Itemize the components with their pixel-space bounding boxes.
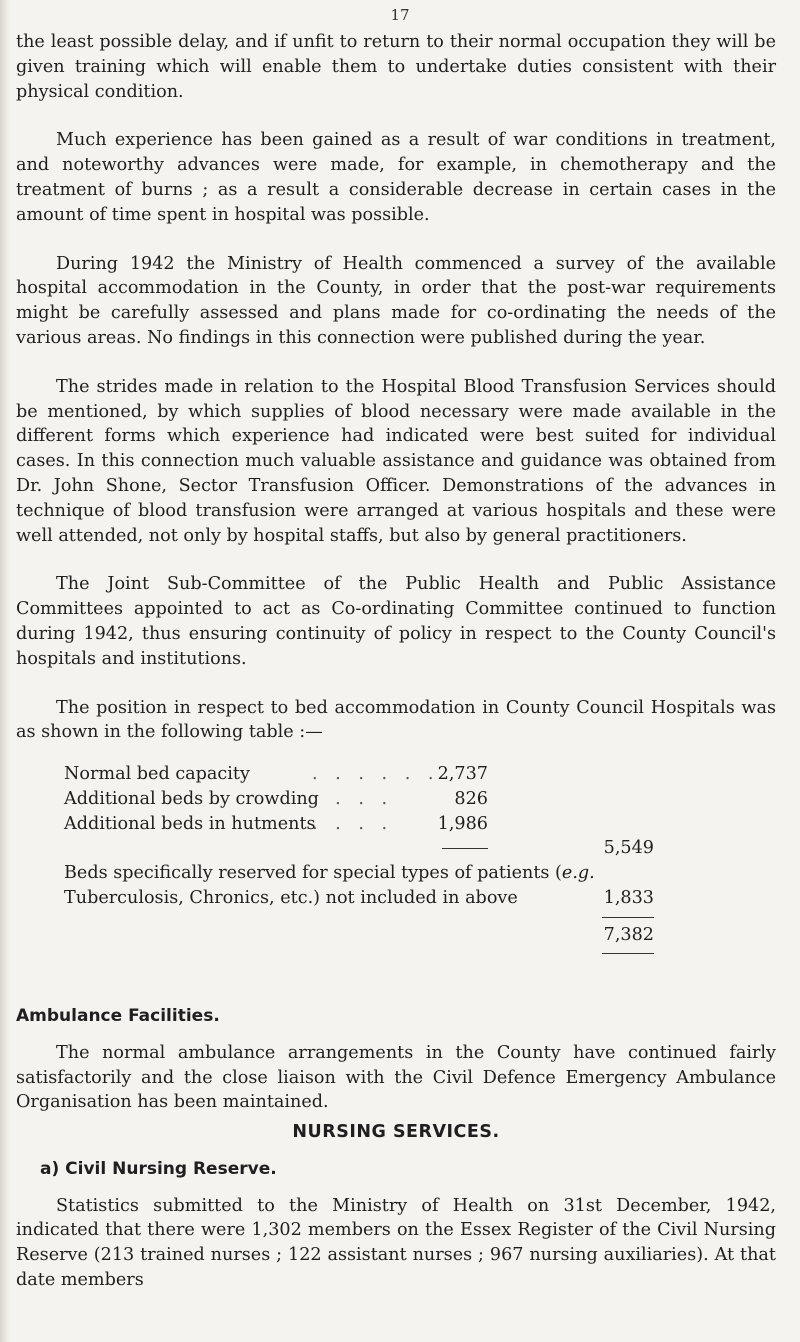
binding-shadow (0, 0, 10, 1342)
paragraph-continuation: the least possible delay, and if unfit to return to their normal occupation they will be given training which will enable them to undertake duties consistent with their physical condition. (16, 32, 776, 102)
ambulance-text: The normal ambulance arrangements in the County have continued fairly satisfactorily and the close liaison with the Civil Defence Emergency Ambulance Organisation has been maintained. (16, 1042, 776, 1113)
table-row (64, 787, 704, 812)
subtotal-value: 5,549 (603, 838, 654, 859)
reserved-text-2: Tuberculosis, Chronics, etc.) not included in above (64, 887, 518, 908)
row-value: 2,737 (437, 764, 488, 784)
civil-nursing-subheading: a) Civil Nursing Reserve. (40, 1158, 277, 1179)
nursing-heading: NURSING SERVICES. (292, 1122, 500, 1142)
body-text (16, 30, 776, 745)
reserved-row-1 (64, 861, 704, 886)
total-rule-top (602, 917, 654, 918)
page-number: 17 (390, 6, 410, 24)
row-dots: . . . . (312, 788, 394, 809)
ambulance-section (16, 1004, 776, 1115)
total-rule-bottom (602, 953, 654, 954)
reserved-eg: e.g. (561, 863, 595, 884)
row-label: Additional beds in hutments (64, 813, 316, 834)
paragraph-blood-transfusion: The strides made in relation to the Hospital Blood Transfusion Services should be mentioned, by which supplies of blood necessary were made available in the different forms which experience had indicated were best suited for individual cases. In this connection much valuable assistance and guidance was obtained from Dr. John Shone, Sector Transfusion Officer. Demonstrations of the advances in technique of blood transfusion were arranged at various hospitals and these were well attended, not only by hospital staffs, but also by general practitioners. (16, 376, 776, 546)
total-row (64, 923, 704, 948)
row-dots: . . . . . . (312, 764, 440, 784)
ambulance-heading: Ambulance Facilities. (16, 1006, 220, 1026)
paragraph-hospital-survey: During 1942 the Ministry of Health commenced a survey of the available hospital accommodation in the County, in order that the post-war requirements might be carefully assessed and plans made for co-ordinating the needs of the various areas. No findings in this connection were published during the year. (16, 253, 776, 348)
paragraph-war-experience: Much experience has been gained as a result of war conditions in treatment, and noteworthy advances were made, for example, in chemotherapy and the treatment of burns ; as a result a considerable decrease in certain cases in the amount of time spent in hospital was possible. (16, 130, 776, 225)
row-label: Additional beds by crowding (64, 788, 319, 809)
table-row (64, 812, 704, 837)
subtotal-row (64, 836, 704, 861)
nursing-text: Statistics submitted to the Ministry of Health on 31st December, 1942, indicated that there were 1,302 members on the Essex Register of the Civil Nursing Reserve (213 trained nurses ; 122 assistant nurses ; 967 nursing auxiliaries). At that date members (16, 1195, 776, 1290)
reserved-value: 1,833 (603, 887, 654, 908)
row-dots: . . . . (312, 813, 394, 834)
paragraph-joint-subcommittee: The Joint Sub-Committee of the Public Health and Public Assistance Committees appointed to act as Co-ordinating Committee continued to function during 1942, thus ensuring continuity of policy in respect to the County Council's hospitals and institutions. (16, 574, 776, 669)
reserved-text: Beds specifically reserved for special types of patients ( (64, 863, 562, 884)
nursing-section (16, 1120, 776, 1293)
table-row (64, 762, 704, 787)
paragraph-bed-position: The position in respect to bed accommodation in County Council Hospitals was as shown in the following table :— (16, 697, 776, 743)
reserved-row-2 (64, 886, 704, 911)
row-value: 826 (454, 788, 488, 809)
subtotal-rule (442, 848, 488, 849)
total-value: 7,382 (603, 924, 654, 945)
row-label: Normal bed capacity (64, 764, 250, 784)
bed-accommodation-table (64, 762, 704, 948)
row-value: 1,986 (437, 813, 488, 834)
